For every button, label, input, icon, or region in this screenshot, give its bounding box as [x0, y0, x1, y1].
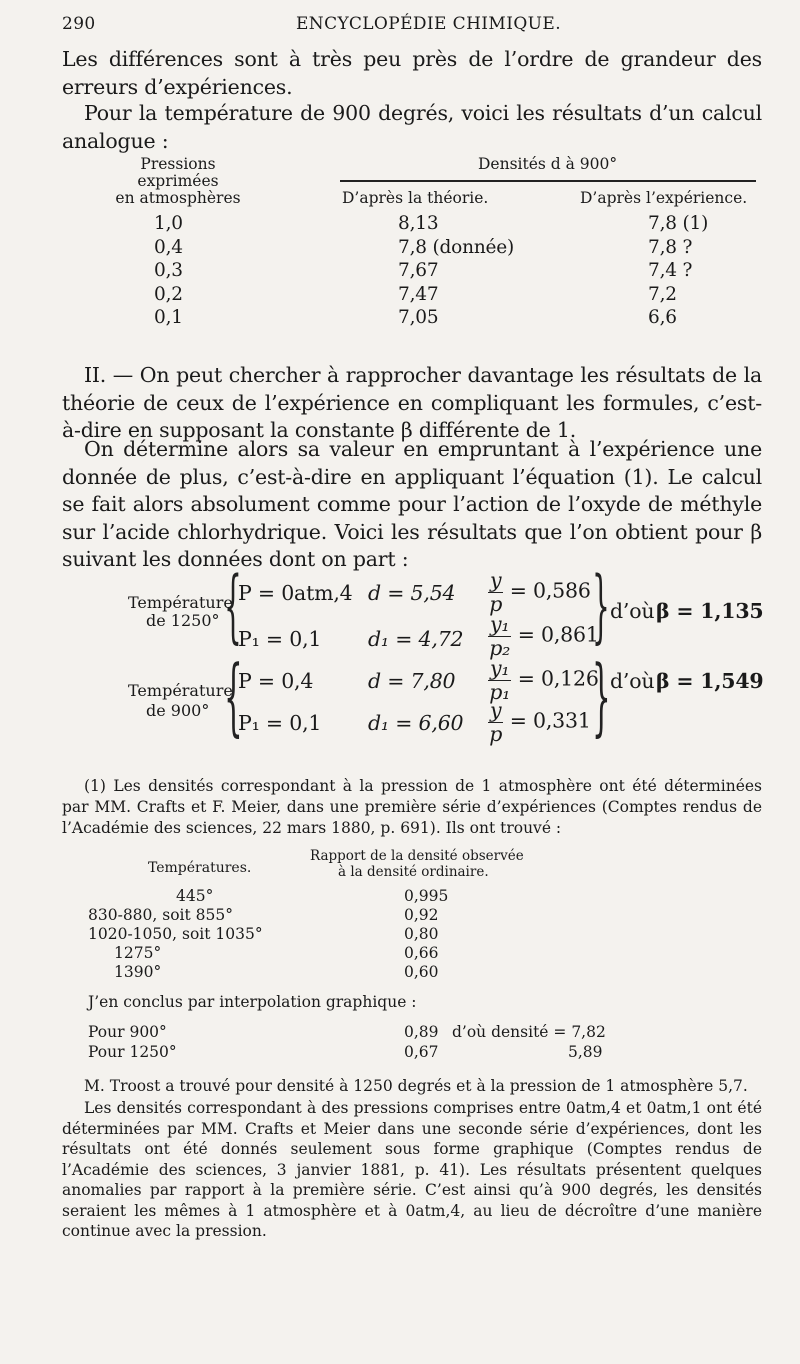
footnote-temp-cell: 1390° [114, 963, 162, 981]
block2-p1: P = 0,4 [238, 669, 314, 693]
table-rule [340, 180, 756, 182]
footnote-ratio-cell: 0,995 [404, 887, 449, 905]
block1-r2-val: = 0,861 [517, 622, 599, 647]
theory-cell: 7,05 [398, 307, 439, 328]
intro-line-1: Les différences sont à très peu près de l’ordre de grandeur des erreurs d’expériences. [62, 47, 762, 99]
block1-p1: P = 0atm,4 [238, 581, 353, 605]
pressure-cell: 0,1 [154, 307, 183, 328]
block2-r1-num: y₁ [490, 656, 510, 680]
block2-r1-den: p₁ [489, 679, 511, 704]
block1-result-prefix: d’où [610, 599, 655, 623]
block2-label-2: de 900° [146, 701, 210, 720]
section-2-para-1: II. — On peut chercher à rapprocher davantage les résultats de la théorie de ceux de l’expérience en compliquant les formules, c’est-à-dire en supposant la constante β différente de 1. [62, 363, 762, 442]
footnote-text: (1) Les densités correspondant à la pression de 1 atmosphère ont été déterminées par MM. Crafts et F. Meier, dans une première série d’expériences (Comptes rendus de l’Académie des sciences, 22 mars 1880, p. 691). Ils ont trouvé : [62, 777, 762, 837]
block1-right-brace: } [592, 559, 610, 652]
block2-beta: β = 1,549 [656, 669, 764, 693]
interp-value: 0,67 [404, 1043, 439, 1061]
footnote-temp-cell: 1020-1050, soit 1035° [88, 925, 263, 943]
block2-r1-val: = 0,126 [517, 666, 599, 691]
footnote-temp-cell: 445° [176, 887, 214, 905]
footnote-col1-header: Températures. [148, 860, 252, 876]
block1-left-brace: { [224, 559, 242, 652]
pressure-header-3: en atmosphères [115, 189, 241, 207]
footnote-final-para: Les densités correspondant à des pressions comprises entre 0atm,4 et 0atm,1 ont été déterminées par MM. Crafts et Meier dans une seconde série d’expériences, dont les résultats ont été donnés seulement sous forme graphique (Comptes rendus de l’Académie des sciences, 3 janvier 1881, p. 41). Les résultats présentent quelques anomalies par rapport à la première série. C’est ainsi qu’à 900 degrés, les densités seraient les mêmes à 1 atmosphère et à 0atm,4, au lieu de décroître d’une manière continue avec la pression. [62, 1099, 762, 1240]
block1-label-1: Température [128, 593, 233, 612]
experiment-cell: 7,2 [648, 283, 677, 305]
footnote-ratio-cell: 0,80 [404, 925, 439, 943]
block2-d1: d = 7,80 [368, 669, 456, 693]
theory-header: D’après la théorie. [342, 189, 489, 207]
block1-d2: d₁ = 4,72 [368, 627, 464, 651]
theory-cell: 7,67 [398, 260, 439, 281]
experiment-cell: 7,8 (1) [648, 213, 709, 234]
block2-left-brace: { [224, 647, 243, 745]
troost-line: M. Troost a trouvé pour densité à 1250 degrés et à la pression de 1 atmosphère 5,7. [84, 1077, 748, 1095]
interp-label: Pour 900° [88, 1023, 167, 1041]
block2-ratio-1 [488, 658, 599, 702]
pressure-header-1: Pressions [140, 155, 216, 173]
intro-line-2: Pour la température de 900 degrés, voici les résultats d’un calcul analogue : [62, 101, 762, 153]
block1-ratio-2 [488, 614, 599, 658]
experiment-cell: 6,6 [648, 307, 677, 328]
page-number: 290 [62, 14, 96, 34]
experiment-cell: 7,8 ? [648, 236, 693, 258]
block1-r2-den: p₂ [489, 635, 511, 660]
pressure-cell: 0,4 [154, 236, 183, 258]
block2-d2: d₁ = 6,60 [368, 711, 464, 735]
footnote-ratio-cell: 0,60 [404, 963, 439, 981]
block1-label-2: de 1250° [146, 611, 220, 630]
interp-label: Pour 1250° [88, 1043, 177, 1061]
block1-ratio-1 [488, 570, 591, 614]
footnote-col2-header-2: à la densité ordinaire. [338, 864, 489, 880]
footnote-ratio-cell: 0,92 [404, 906, 439, 924]
block2-r2-num: y [490, 698, 502, 722]
block2-label-1: Température [128, 681, 233, 700]
footnote-ratio-cell: 0,66 [404, 944, 439, 962]
interpolation-text: J’en conclus par interpolation graphique : [88, 993, 417, 1011]
block2-r2-val: = 0,331 [509, 708, 591, 733]
block2-r2-den: p [489, 721, 503, 746]
block1-r2-num: y₁ [490, 612, 510, 636]
running-title: ENCYCLOPÉDIE CHIMIQUE. [296, 14, 562, 34]
block1-p2: P₁ = 0,1 [238, 627, 322, 651]
block1-beta: β = 1,135 [656, 599, 764, 623]
experiment-cell: 7,4 ? [648, 260, 693, 281]
block2-right-brace: } [592, 647, 611, 745]
pressure-cell: 1,0 [154, 213, 183, 234]
footnote-temp-cell: 1275° [114, 944, 162, 962]
experiment-header: D’après l’expérience. [580, 189, 748, 207]
section-2-para-2: On détermine alors sa valeur en empruntant à l’expérience une donnée de plus, c’est-à-dire en appliquant l’équation (1). Le calcul se fait alors absolument comme pour l’action de l’oxyde de méthyle sur l’acide chlorhydrique. Voici les résultats que l’on obtient pour β suivant les données dont on part : [62, 437, 762, 571]
block1-r1-val: = 0,586 [509, 578, 591, 603]
density-group-header: Densités d à 900° [478, 155, 618, 173]
block1-r1-num: y [490, 568, 502, 592]
interp-note: 5,89 [568, 1043, 603, 1061]
footnote-col2-header-1: Rapport de la densité observée [310, 848, 524, 864]
block2-ratio-2 [488, 700, 591, 744]
block1-d1: d = 5,54 [368, 581, 456, 605]
block2-result-prefix: d’où [610, 669, 655, 693]
block1-r1-den: p [489, 591, 503, 616]
pressure-header-2: exprimées [137, 172, 219, 190]
interp-note: d’où densité = 7,82 [452, 1023, 606, 1041]
block2-p2: P₁ = 0,1 [238, 711, 322, 735]
pressure-cell: 0,3 [154, 260, 183, 281]
theory-cell: 7,47 [398, 283, 439, 305]
footnote-temp-cell: 830-880, soit 855° [88, 906, 233, 924]
pressure-cell: 0,2 [154, 283, 183, 305]
theory-cell: 8,13 [398, 213, 439, 234]
interp-value: 0,89 [404, 1023, 439, 1041]
theory-cell: 7,8 (donnée) [398, 236, 515, 258]
